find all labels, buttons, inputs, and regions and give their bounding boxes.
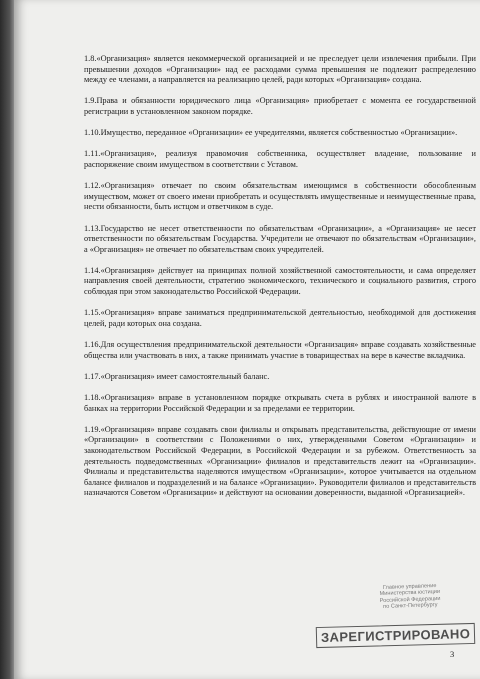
paragraph-1-18: 1.18.«Организация» вправе в установленном порядке открывать счета в рублях и иностранной валюте в банках на территории Российской Федерации и за пределами ее территории.: [84, 393, 476, 413]
paragraph-1-11: 1.11.«Организация», реализуя правомочия собственника, осуществляет владение, пользование и распоряжение своим имуществом в соответствии с Уставом.: [84, 149, 476, 169]
paragraph-1-17: 1.17.«Организация» имеет самостоятельный баланс.: [84, 371, 270, 381]
paragraph-1-8: 1.8.«Организация» является некоммерческой организацией и не преследует цели извлечения прибыли. При превышении доходов «Организации» над ее расходами сумма превышения не подлежит распределению между ее членами, а направляется на реализацию целей, ради которых «Организация» создана.: [84, 54, 476, 85]
stamp-line: по Санкт-Петербургу: [383, 602, 438, 611]
paragraph-1-13: 1.13.Государство не несет ответственности по обязательствам «Организации», а «Организация» не несет ответственности по обязательствам Государства. Учредители не отвечают по обязательствам «Организации», а «Организация» не отвечает по обязательствам своих учредителей.: [84, 223, 476, 254]
paragraph-1-12: 1.12.«Организация» отвечает по своим обязательствам имеющимся в собственности обособленным имуществом, может от своего имени приобретать и осуществлять имущественные и неимущественные права, нести обязанности, быть истцом и ответчиком в суде.: [84, 181, 476, 212]
paragraph-1-16: 1.16.Для осуществления предпринимательской деятельности «Организация» вправе создавать хозяйственные общества или участвовать в них, а также принимать участие в товариществах на вере в качестве вкладчика.: [84, 340, 476, 360]
charter-text: [84, 54, 476, 510]
stamp-line: Министерства юстиции: [379, 589, 441, 598]
document-page: [14, 0, 480, 679]
paragraph-1-15: 1.15.«Организация» вправе заниматься предпринимательской деятельностью, необходимой для достижения целей, ради которых она создана.: [84, 308, 476, 328]
stamp-line: Российской Федерации: [379, 595, 441, 604]
registration-stamp-text: [362, 582, 459, 611]
page-number: 3: [450, 649, 455, 659]
registered-stamp: ЗАРЕГИСТРИРОВАНО: [316, 623, 476, 648]
paragraph-1-10: 1.10.Имущество, переданное «Организации» ее учредителями, является собственностью «Организации».: [84, 128, 458, 138]
paragraph-1-14: 1.14.«Организация» действует на принципах полной хозяйственной самостоятельности, и сама определяет направления своей деятельности, стратегию экономического, технического и социального развития, строго соблюдая при этом законодательство Российской Федерации.: [84, 265, 476, 297]
paragraph-1-9: 1.9.Права и обязанности юридического лица «Организация» приобретает с момента ее государственной регистрации в установленном законом порядке.: [84, 96, 476, 116]
stamp-line: Главное управление: [382, 583, 437, 591]
paragraph-1-19: 1.19.«Организация» вправе создавать свои филиалы и открывать представительства, действующие от имени «Организации» в соответствии с Положениями о них, утвержденными Советом «Организации» и законодательством Российской Федерации, в Российской Федерации и за рубежом. Ответственность за деятельность подведомственных «Организации» филиалов и представительств лежит на «Организации». Филиалы и представительства наделяются имуществом «Организации», которое учитывается на отдельном балансе филиалов и подразделений и на балансе «Организации». Руководители филиалов и представительств назначаются Советом «Организации» и действуют на основании доверенности, выданной «Организацией».: [84, 424, 476, 498]
scan-binding-edge: [0, 0, 14, 679]
